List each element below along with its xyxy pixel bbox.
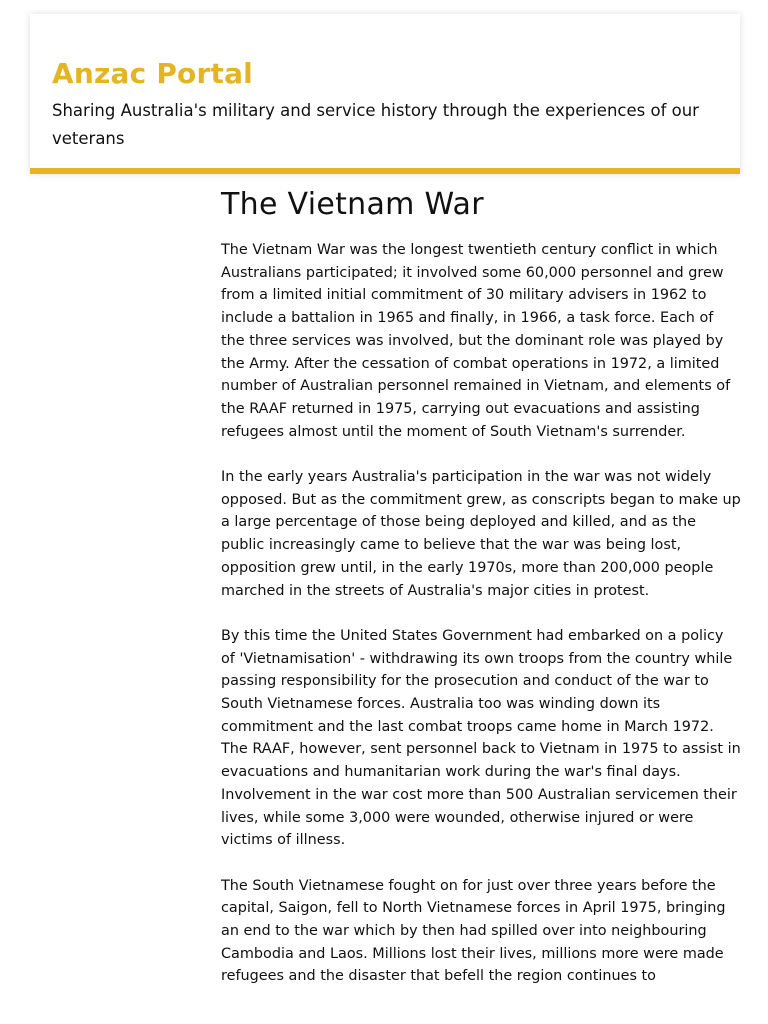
site-header	[30, 14, 740, 174]
site-tagline: Sharing Australia's military and service history through the experiences of our veterans	[52, 101, 699, 148]
article-paragraph-3: By this time the United States Government had embarked on a policy of 'Vietnamisation' - withdrawing its own troops from the country while passing responsibility for the prosecution and conduct of the war to South Vietnamese forces. Australia too was winding down its commitment and the last combat troops came home in March 1972. The RAAF, however, sent personnel back to Vietnam in 1975 to assist in evacuations and humanitarian work during the war's final days. Involvement in the war cost more than 500 Australian servicemen their lives, while some 3,000 were wounded, otherwise injured or were victims of illness.	[221, 627, 741, 849]
article-paragraph-4: The South Vietnamese fought on for just over three years before the capital, Saigon, fell to North Vietnamese forces in April 1975, bringing an end to the war which by then had spilled over into neighbouring Cambodia and Laos. Millions lost their lives, millions more were made refugees and the disaster that befell the region continues to	[221, 877, 726, 985]
page-title: The Vietnam War	[221, 187, 484, 222]
article-content	[221, 184, 741, 988]
site-title-link[interactable]: Anzac Portal	[52, 57, 253, 90]
article-paragraph-1: The Vietnam War was the longest twentieth century conflict in which Australians participated; it involved some 60,000 personnel and grew from a limited initial commitment of 30 military advisers in 1962 to include a battalion in 1965 and finally, in 1966, a task force. Each of the three services was involved, but the dominant role was played by the Army. After the cessation of combat operations in 1972, a limited number of Australian personnel remained in Vietnam, and elements of the RAAF returned in 1975, carrying out evacuations and assisting refugees almost until the moment of South Vietnam's surrender.	[221, 242, 731, 440]
article-paragraph-2: In the early years Australia's participation in the war was not widely opposed. But as the commitment grew, as conscripts began to make up a large percentage of those being deployed and killed, and as the public increasingly came to believe that the war was being lost, opposition grew until, in the early 1970s, more than 200,000 people marched in the streets of Australia's major cities in protest.	[221, 469, 741, 599]
